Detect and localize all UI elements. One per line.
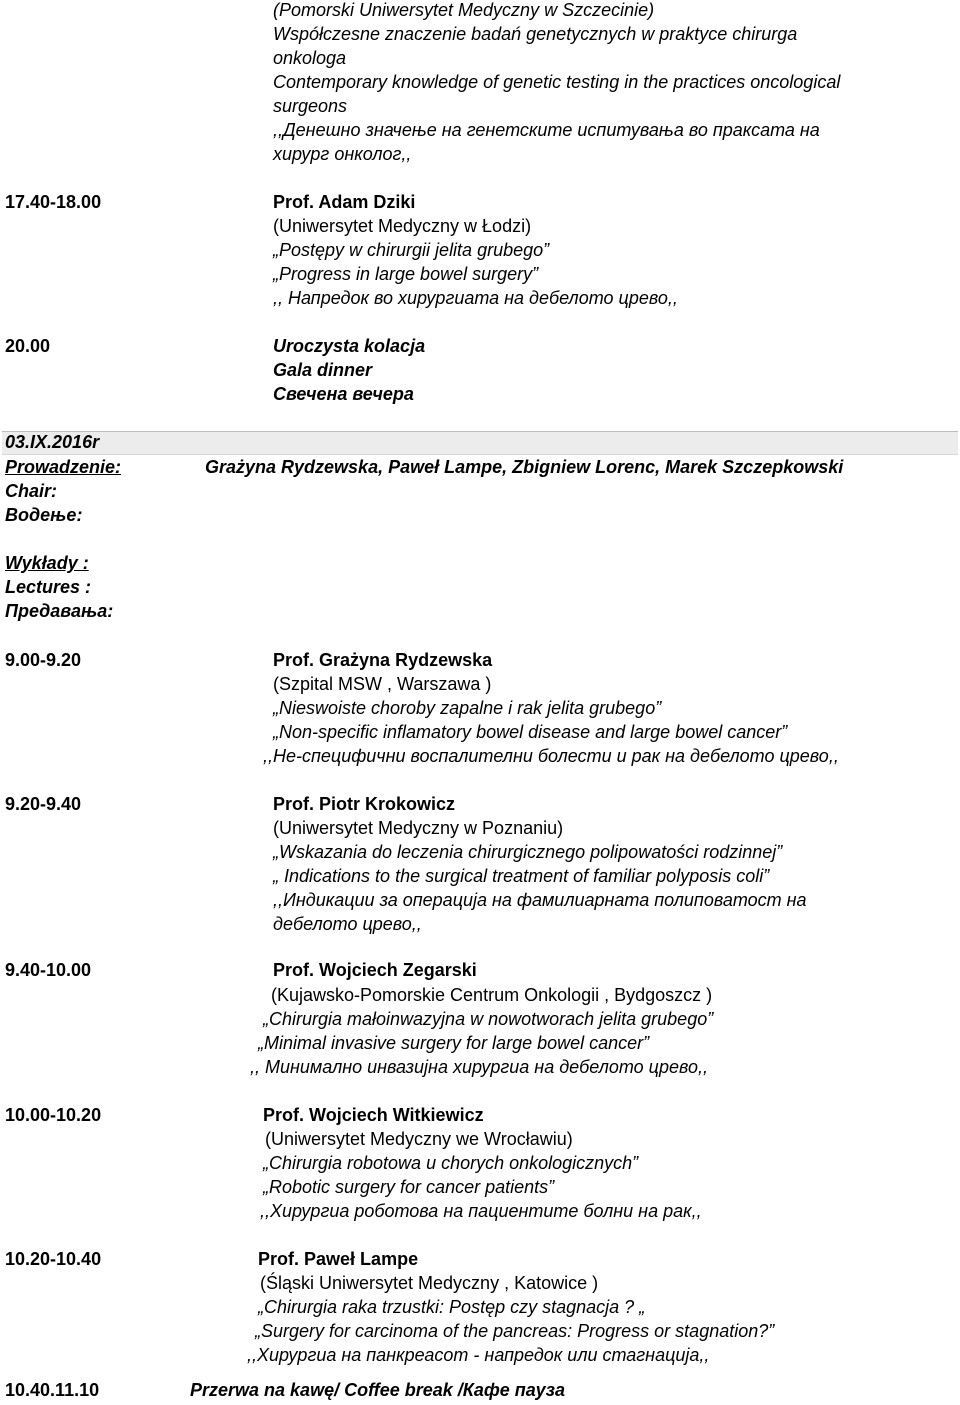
title-macedonian: ,, Напредок во хирургиата на дебелото црево,,: [273, 288, 678, 308]
title-english: „Non-specific inflamatory bowel disease and large bowel cancer”: [273, 722, 788, 742]
prof-label: Prof.: [273, 960, 315, 980]
session-time: 20.00: [5, 336, 51, 356]
affiliation: (Szpital MSW , Warszawa ): [273, 674, 492, 694]
chairs-names: Grażyna Rydzewska, Paweł Lampe, Zbigniew Lorenc, Marek Szczepkowski: [205, 457, 844, 477]
title-macedonian-cont: дебелото црево,,: [273, 914, 422, 934]
title-macedonian-cont: хирург онколог,,: [273, 144, 412, 164]
chair-label-polish: Prowadzenie:: [5, 457, 122, 477]
speaker-name: Paweł Lampe: [304, 1249, 419, 1269]
speaker: [273, 648, 492, 672]
title-english: „ Indications to the surgical treatment of familiar polyposis coli”: [273, 866, 770, 886]
title-polish: „Nieswoiste choroby zapalne i rak jelita grubego”: [273, 698, 662, 718]
title-polish-cont: onkologa: [273, 48, 347, 68]
affiliation: (Uniwersytet Medyczny w Poznaniu): [273, 818, 564, 838]
gala-dinner-english: Gala dinner: [273, 360, 373, 380]
title-english: „Robotic surgery for cancer patients”: [263, 1177, 555, 1197]
session-time: 9.00-9.20: [5, 650, 82, 670]
title-macedonian: ,,Денешно значење на генетските испитувања во праксата на: [273, 120, 820, 140]
session-time: 9.20-9.40: [5, 794, 82, 814]
title-macedonian: ,,Не-специфични воспалителни болести и рак на дебелото црево,,: [263, 746, 839, 766]
break-time: 10.40.11.10: [5, 1380, 100, 1400]
speaker: [273, 958, 477, 982]
prof-label: Prof.: [273, 650, 315, 670]
coffee-break-label: Przerwa na kawę/ Coffee break /Кафе пауза: [190, 1380, 566, 1400]
title-english: „Minimal invasive surgery for large bowel cancer”: [258, 1033, 650, 1053]
prof-label: Prof.: [273, 192, 315, 212]
affiliation: (Uniwersytet Medyczny w Łodzi): [273, 216, 532, 236]
speaker-name: Piotr Krokowicz: [319, 794, 456, 814]
prof-label: Prof.: [273, 794, 315, 814]
title-macedonian: ,,Хирургиа на панкреасот - напредок или стагнација,,: [247, 1345, 710, 1365]
affiliation: (Kujawsko-Pomorskie Centrum Onkologii , Bydgoszcz ): [271, 985, 713, 1005]
speaker: [263, 1103, 484, 1127]
prof-label: Prof.: [263, 1105, 305, 1125]
gala-dinner-macedonian: Свечена вечера: [273, 384, 414, 404]
session-time: 10.00-10.20: [5, 1105, 102, 1125]
day-date: 03.IX.2016r: [5, 432, 100, 452]
speaker-name: Wojciech Witkiewicz: [309, 1105, 484, 1125]
title-polish: „Chirurgia małoinwazyjna w nowotworach jelita grubego”: [263, 1009, 714, 1029]
speaker: [258, 1247, 418, 1271]
title-polish: „Chirurgia raka trzustki: Postęp czy stagnacja ? „: [258, 1297, 646, 1317]
title-macedonian: ,,Хирургиа роботова на пациентите болни на рак,,: [260, 1201, 702, 1221]
title-polish: „Chirurgia robotowa u chorych onkologicznych”: [263, 1153, 639, 1173]
gala-dinner-polish: Uroczysta kolacja: [273, 336, 426, 356]
title-polish: „Postępy w chirurgii jelita grubego”: [273, 240, 550, 260]
chair-label-macedonian: Водење:: [5, 505, 83, 525]
session-time: 17.40-18.00: [5, 192, 102, 212]
speaker: [273, 190, 415, 214]
speaker-name: Grażyna Rydzewska: [319, 650, 493, 670]
prof-label: Prof.: [258, 1249, 300, 1269]
title-macedonian: ,,Индикации за операција на фамилиарната полиповатост на: [273, 890, 807, 910]
title-polish: Współczesne znaczenie badań genetycznych w praktyce chirurga: [273, 24, 798, 44]
title-polish: „Wskazania do leczenia chirurgicznego polipowatości rodzinnej”: [273, 842, 783, 862]
session-time: 10.20-10.40: [5, 1249, 102, 1269]
speaker-name: Adam Dziki: [318, 192, 416, 212]
session-time: 9.40-10.00: [5, 960, 92, 980]
speaker: [273, 792, 455, 816]
title-macedonian: ,, Минимално инвазијна хирургиа на дебелото црево,,: [250, 1057, 709, 1077]
lectures-label-english: Lectures :: [5, 577, 92, 597]
lectures-label-polish: Wykłady :: [5, 553, 89, 573]
speaker-name: Wojciech Zegarski: [319, 960, 477, 980]
affiliation: (Pomorski Uniwersytet Medyczny w Szczecinie): [273, 0, 655, 20]
title-english-cont: surgeons: [273, 96, 348, 116]
title-english: Contemporary knowledge of genetic testing in the practices oncological: [273, 72, 841, 92]
title-english: „Progress in large bowel surgery”: [273, 264, 539, 284]
title-english: „Surgery for carcinoma of the pancreas: Progress or stagnation?”: [255, 1321, 775, 1341]
day-header-bar: [2, 431, 958, 455]
lectures-label-macedonian: Предавања:: [5, 601, 114, 621]
chair-label-english: Chair:: [5, 481, 58, 501]
affiliation: (Uniwersytet Medyczny we Wrocławiu): [265, 1129, 573, 1149]
affiliation: (Śląski Uniwersytet Medyczny , Katowice ): [260, 1273, 599, 1293]
